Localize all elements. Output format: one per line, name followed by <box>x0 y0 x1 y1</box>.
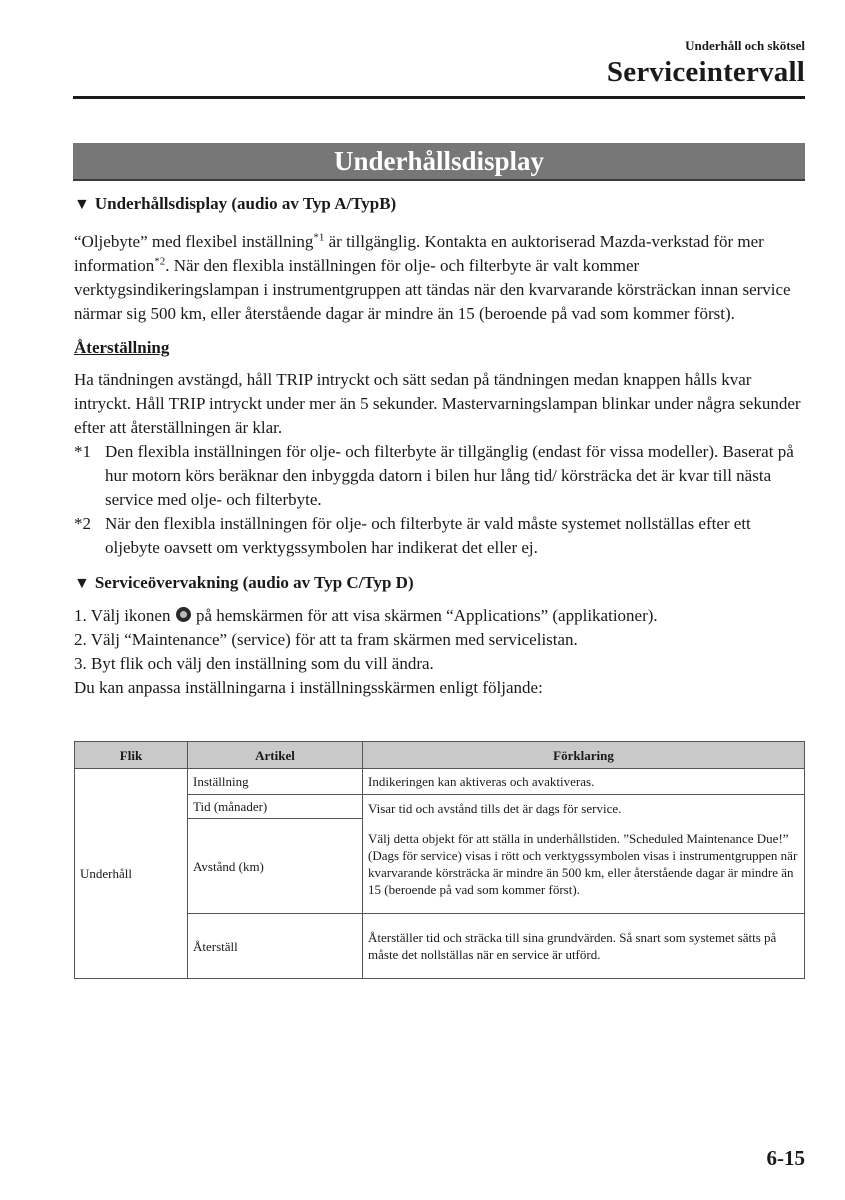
footnote-ref-2: *2 <box>154 255 166 268</box>
reset-heading: Återställning <box>74 338 170 357</box>
step-2: 2. Välj “Maintenance” (service) för att ta fram skärmen med servicelistan. <box>74 630 578 649</box>
main-content <box>74 192 805 700</box>
footnote-ref-1: *1 <box>313 231 325 244</box>
table-row <box>75 769 805 795</box>
steps-list <box>74 604 805 700</box>
triangle-down-icon: ▼ <box>74 575 90 592</box>
step-1 <box>74 604 805 628</box>
header-flik: Flik <box>75 742 188 769</box>
maintenance-settings-table <box>74 741 805 979</box>
cell-item: Återställ <box>188 914 363 979</box>
para-text-c: . När den flexibla inställningen för olje- och filterbyte är valt kommer verktygsindikeringslampan i instrumentgruppen att tändas när den kvarvarande körsträckan innan service närmar sig 500 km, eller återstående dagar är mindre än 15 (beroende på vad som kommer först). <box>74 256 791 323</box>
cell-explanation: Återställer tid och sträcka till sina grundvärden. Så snart som systemet sätts på måste det nollställas när en service är utförd. <box>363 914 805 979</box>
step-3: 3. Byt flik och välj den inställning som du vill ändra. <box>74 654 434 673</box>
cell-item: Inställning <box>188 769 363 795</box>
footnote-2 <box>74 512 805 560</box>
table-header-row <box>75 742 805 769</box>
header-forklaring: Förklaring <box>363 742 805 769</box>
footnote-mark-2: *2 <box>74 514 91 533</box>
cell-explanation: Välj detta objekt för att ställa in underhållstiden. ”Scheduled Maintenance Due!” (Dags för service) visas i rött och verktygssymbolen visas i instrumentgruppen när kvarvarande körsträcka är mindre än 500 km, eller återstående dagar är mindre än 15 (beroende på vad som kommer först). <box>363 819 805 914</box>
chapter-title: Underhåll och skötsel <box>685 38 805 53</box>
cell-flik-group: Underhåll <box>75 769 188 979</box>
reset-text: Ha tändningen avstängd, håll TRIP intryckt och sätt sedan på tändningen medan knappen hålls kvar intryckt. Håll TRIP intryckt under mer än 5 sekunder. Mastervarningslampan blinkar under några sekunder efter att återställningen är klar. <box>74 370 801 437</box>
footnote-text-2: När den flexibla inställningen för olje- och filterbyte är vald måste systemet nollställas efter ett oljebyte oavsett om verktygssymbolen har indikerat det eller ej. <box>105 514 751 557</box>
section1-heading-text: Underhållsdisplay (audio av Typ A/TypB) <box>94 194 397 213</box>
page-number: 6-15 <box>766 1146 805 1170</box>
cell-explanation: Visar tid och avstånd tills det är dags för service. <box>363 795 805 819</box>
cell-explanation: Indikeringen kan aktiveras och avaktiveras. <box>363 769 805 795</box>
settings-intro: Du kan anpassa inställningarna i inställningsskärmen enligt följande: <box>74 678 543 697</box>
applications-icon <box>176 607 191 622</box>
footnote-1 <box>74 440 805 512</box>
para-text-a: “Oljebyte” med flexibel inställning <box>74 232 314 251</box>
page-title: Serviceintervall <box>606 56 805 88</box>
cell-item: Tid (månader) <box>188 795 363 819</box>
section1-paragraph <box>74 230 805 326</box>
para-text-b: är tillgänglig. Kontakta en auktoriserad Mazda-verkstad för mer information <box>74 232 764 275</box>
footnote-mark-1: *1 <box>74 442 91 461</box>
header-rule <box>73 96 805 99</box>
footnote-text-1: Den flexibla inställningen för olje- och filterbyte är tillgänglig (endast för vissa modeller). Baserat på hur motorn körs beräknar den inbyggda datorn i bilen hur lång tid/ körsträcka det är kvar till nästa service med olje- och filterbyte. <box>105 442 794 509</box>
cell-item: Avstånd (km) <box>188 819 363 914</box>
step-1-text-b: på hemskärmen för att visa skärmen “Applications” (applikationer). <box>191 606 658 625</box>
header-artikel: Artikel <box>188 742 363 769</box>
step-1-text-a: 1. Välj ikonen <box>74 606 171 625</box>
triangle-down-icon: ▼ <box>74 196 90 213</box>
section-banner: Underhållsdisplay <box>73 143 805 181</box>
section1-heading <box>74 192 805 217</box>
section2-heading <box>74 571 805 596</box>
section2-heading-text: Serviceövervakning (audio av Typ C/Typ D) <box>94 573 414 592</box>
